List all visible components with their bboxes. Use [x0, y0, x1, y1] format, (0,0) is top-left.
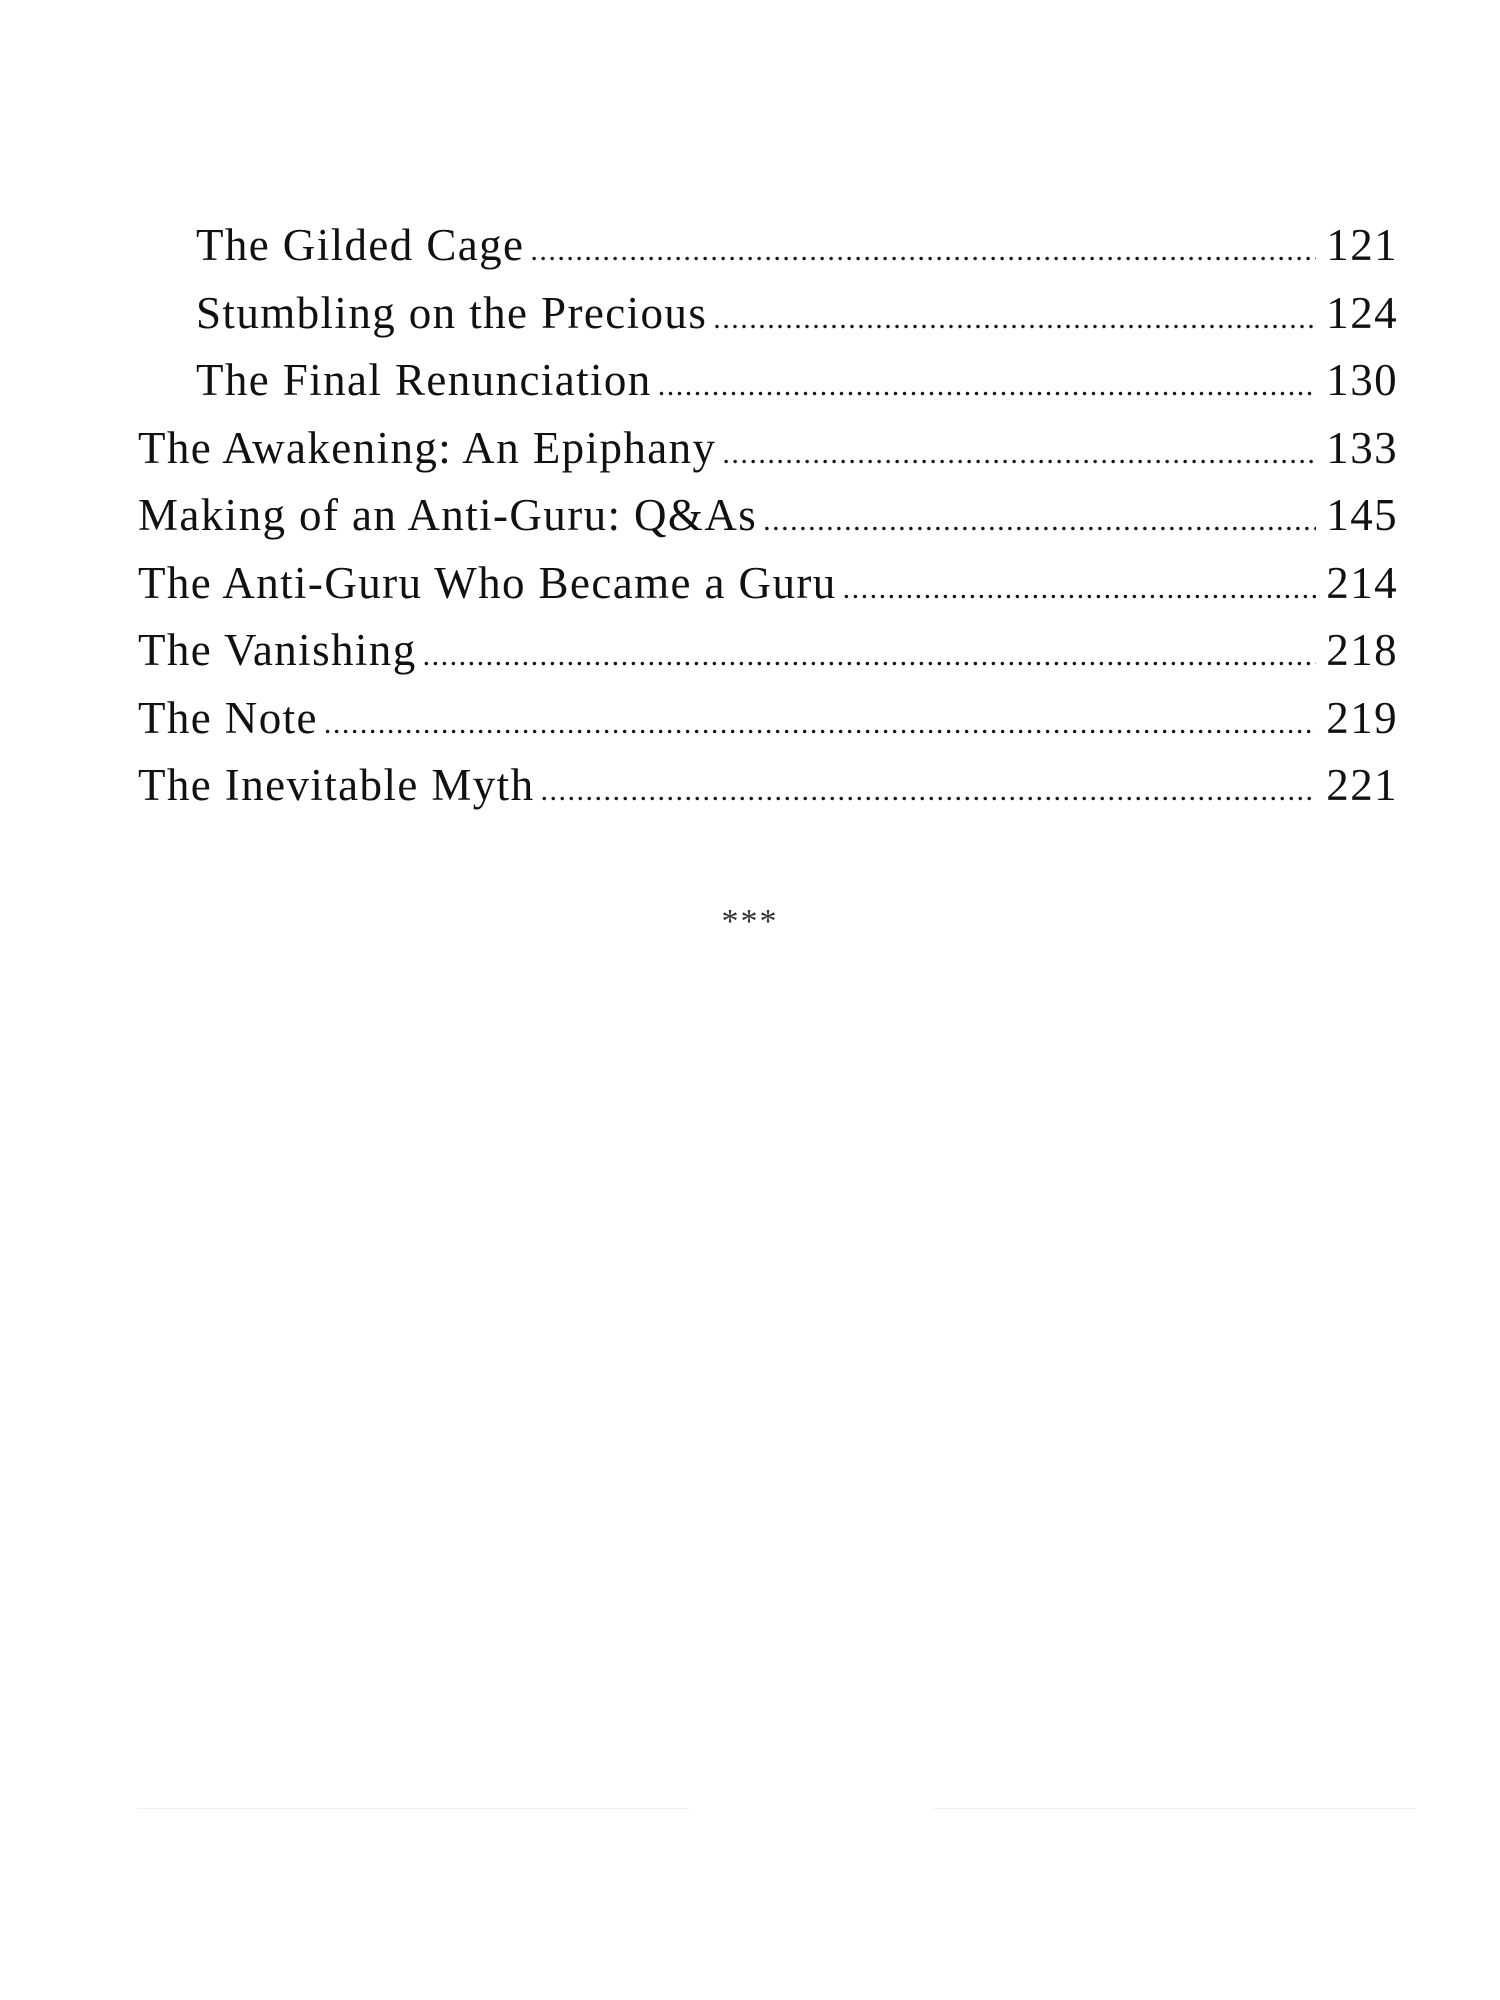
toc-entry: [138, 212, 1398, 280]
section-end-asterisks: ***: [721, 903, 779, 940]
toc-entry-page: 219: [1326, 692, 1398, 743]
toc-entry: [138, 347, 1398, 415]
dot-leader: [530, 217, 1316, 285]
toc-entry-page: 214: [1326, 557, 1398, 608]
faint-scan-line: [138, 1808, 690, 1809]
toc-entry-title: The Anti-Guru Who Became a Guru: [138, 557, 837, 608]
faint-scan-line: [935, 1808, 1415, 1809]
toc-entry-title: The Inevitable Myth: [138, 760, 535, 810]
dot-leader: [763, 487, 1316, 555]
toc-entry: [138, 685, 1398, 753]
toc-entry: [138, 482, 1398, 550]
toc-entry-title: Making of an Anti-Guru: Q&As: [138, 490, 758, 540]
dot-leader: [843, 555, 1317, 623]
toc-entry: [138, 415, 1398, 483]
toc-entry-page: 124: [1326, 287, 1398, 338]
toc-entry: [138, 550, 1398, 618]
toc-entry-page: 121: [1326, 220, 1398, 270]
dot-leader: [713, 285, 1316, 353]
toc-entry-title: The Awakening: An Epiphany: [138, 422, 717, 473]
toc-entry-page: 145: [1326, 490, 1398, 540]
toc-entry-page: 218: [1326, 625, 1398, 675]
dot-leader: [658, 352, 1317, 420]
toc-entry-page: 130: [1326, 355, 1398, 405]
dot-leader: [423, 622, 1317, 690]
toc-entry-title: The Final Renunciation: [196, 355, 652, 405]
toc-entry-title: The Note: [138, 692, 318, 743]
dot-leader: [722, 420, 1316, 488]
table-of-contents: [138, 212, 1398, 820]
toc-entry-title: The Vanishing: [138, 625, 417, 675]
toc-entry-title: Stumbling on the Precious: [196, 287, 708, 338]
dot-leader: [541, 757, 1317, 825]
toc-entry: [138, 280, 1398, 348]
toc-entry-page: 221: [1326, 760, 1398, 810]
toc-entry-page: 133: [1326, 422, 1398, 473]
toc-entry-title: The Gilded Cage: [196, 220, 525, 270]
toc-entry: [138, 617, 1398, 685]
toc-entry: [138, 752, 1398, 820]
dot-leader: [324, 690, 1316, 758]
